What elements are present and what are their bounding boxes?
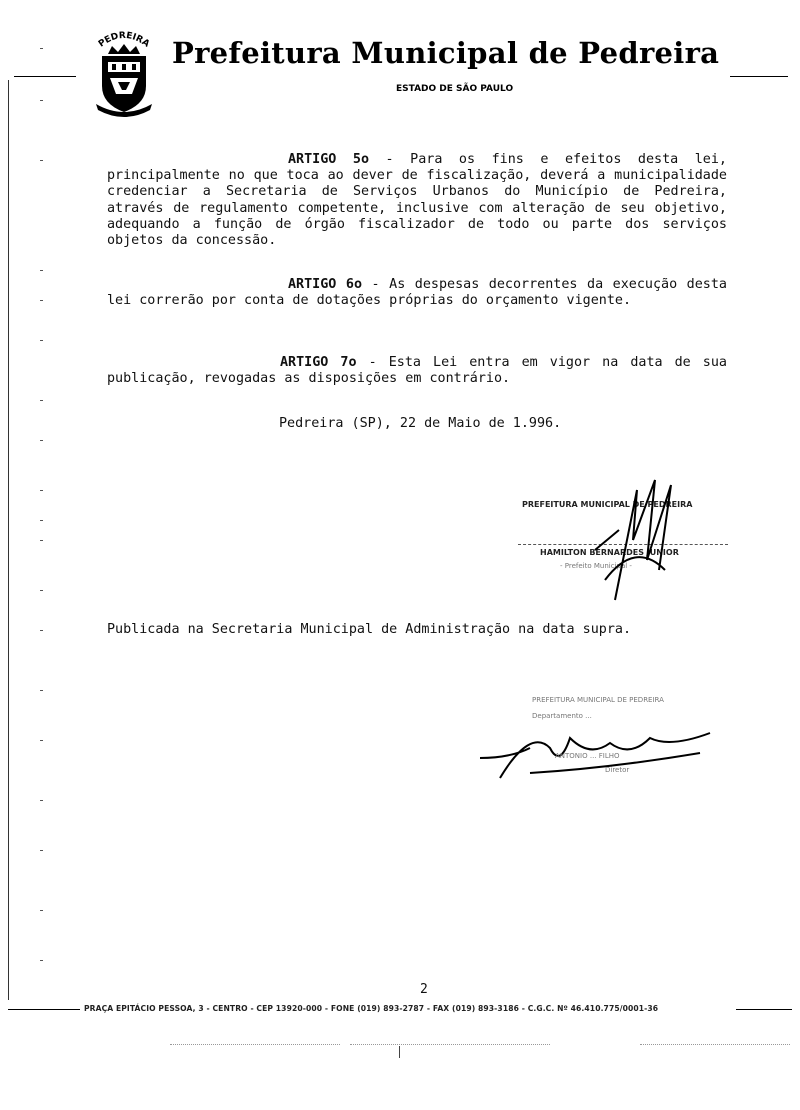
signature-1-handwriting [575,470,695,610]
article-6-text: - As despesas decorrentes da execução desta lei correrão por conta de dotações próprias do orçamento vigente. [107,277,727,309]
signature-1-org: PREFEITURA MUNICIPAL DE PEDREIRA [522,500,693,509]
date-line: Pedreira (SP), 22 de Maio de 1.996. [279,416,562,431]
article-5-text: - Para os fins e efeitos desta lei, principalmente no que toca ao dever de fiscalização, deverá a municipalidade credenciar a Secretaria de Serviços Urbanos do Município de Pedreira, através de regulamento competente, inclusive com alteração de seu objetivo, adequando a função de órgão fiscalizador de todo ou parte dos serviços objetos da concessão. [107,152,727,249]
scan-artifact-line-2 [350,1044,550,1045]
article-6-label: ARTIGO 6o [288,277,363,292]
state-subtitle: ESTADO DE SÃO PAULO [396,84,514,94]
signature-1-role: - Prefeito Municipal - [560,562,632,570]
header-rule [14,76,76,77]
publication-line: Publicada na Secretaria Municipal de Administração na data supra. [107,622,632,637]
signature-2-dept: Departamento ... [532,712,592,720]
article-5-label: ARTIGO 5o [288,152,370,167]
footer-rule-right [736,1009,792,1010]
scan-artifact-tick [399,1046,400,1058]
scan-artifact-line [170,1044,340,1045]
article-7 [107,355,727,387]
article-6 [107,277,727,309]
signature-2-org: PREFEITURA MUNICIPAL DE PEDREIRA [532,696,664,704]
signature-2-name: ANTONIO ... FILHO [555,752,620,760]
article-7-label: ARTIGO 7o [280,355,357,370]
article-5 [107,152,727,249]
footer-rule-left [8,1009,80,1010]
left-margin-line [8,80,9,1000]
page-title: Prefeitura Municipal de Pedreira [172,36,720,70]
article-7-text: - Esta Lei entra em vigor na data de sua publicação, revogadas as disposições em contrário. [107,355,727,387]
signature-1-name: HAMILTON BERNARDES JUNIOR [540,548,679,557]
page-number: 2 [420,982,428,997]
signature-2-role: Diretor [605,766,630,774]
municipal-crest-icon [92,28,156,120]
footer-address: PRAÇA EPITÁCIO PESSOA, 3 - CENTRO - CEP 13920-000 - FONE (019) 893-2787 - FAX (019) 893-3186 - C.G.C. Nº 46.410.775/0001-36 [84,1004,659,1013]
scan-artifact-line-3 [640,1044,790,1045]
crest-lettering: PEDREIRA [96,30,152,50]
header-rule-right [730,76,788,77]
